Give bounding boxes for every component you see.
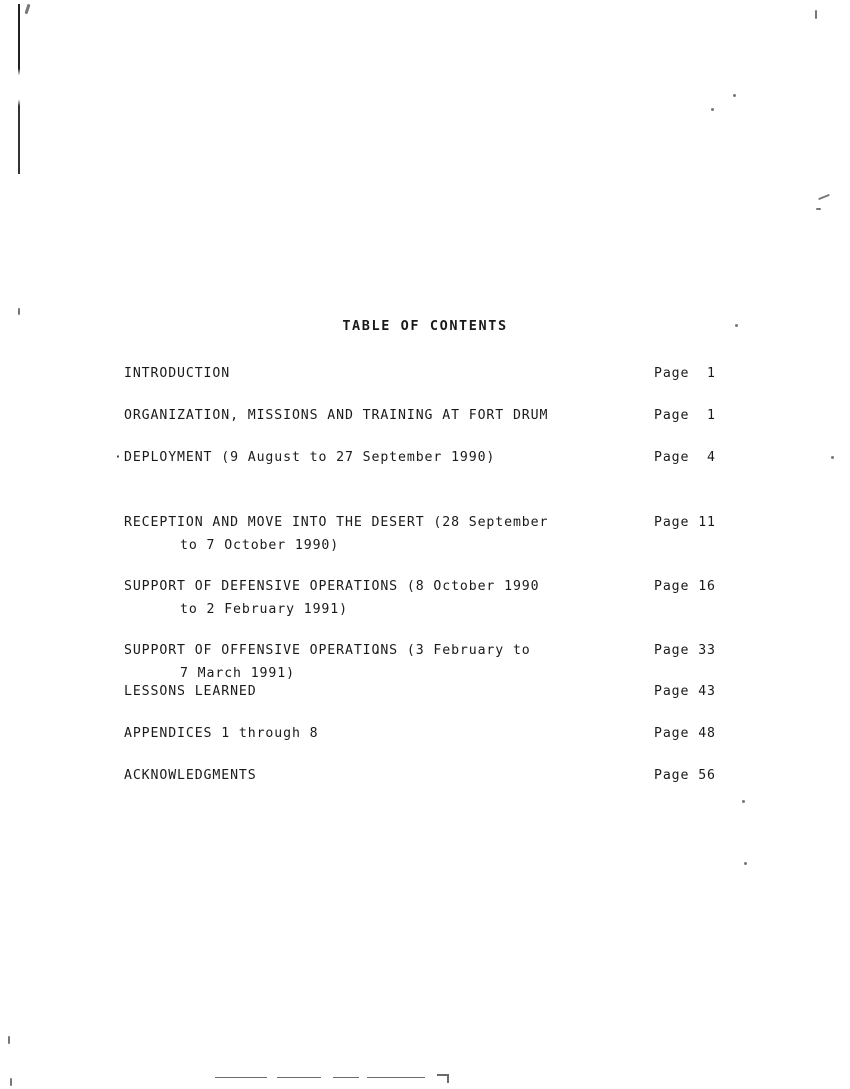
scan-speckle <box>816 208 821 210</box>
scan-speckle <box>8 1036 10 1044</box>
toc-entry-page: Page 33 <box>654 643 716 658</box>
toc-entry-line1: RECEPTION AND MOVE INTO THE DESERT (28 September <box>124 515 549 530</box>
scan-speckle <box>25 4 31 14</box>
toc-entry[interactable] <box>0 488 850 553</box>
toc-entry-page: Page 4 <box>654 450 716 465</box>
toc-entry[interactable] <box>0 362 850 396</box>
scan-speckle <box>18 308 20 315</box>
scan-speckle: · <box>114 450 122 465</box>
toc-entry-label: DEPLOYMENT (9 August to 27 September 1990) <box>124 450 496 465</box>
toc-entry[interactable] <box>0 616 850 681</box>
table-of-contents-list <box>0 362 850 806</box>
toc-entry-line2: to 7 October 1990) <box>180 538 340 553</box>
toc-entry[interactable] <box>0 552 850 617</box>
scan-speckle <box>818 194 830 200</box>
toc-entry-page: Page 1 <box>654 366 716 381</box>
scan-bottom-artifacts <box>215 1071 515 1083</box>
scan-binding-edge <box>18 4 20 174</box>
scan-speckle <box>10 1078 12 1086</box>
toc-entry[interactable] <box>0 722 850 756</box>
toc-entry-label: INTRODUCTION <box>124 366 231 381</box>
toc-entry-label: ORGANIZATION, MISSIONS AND TRAINING AT FORT DRUM <box>124 408 549 423</box>
toc-entry-line1: SUPPORT OF OFFENSIVE OPERATIONS (3 February to <box>124 643 531 658</box>
toc-entry-page: Page 56 <box>654 768 716 783</box>
scan-speckle <box>744 862 747 865</box>
toc-entry-label: APPENDICES 1 through 8 <box>124 726 319 741</box>
toc-entry-page: Page 1 <box>654 408 716 423</box>
toc-entry-line1: SUPPORT OF DEFENSIVE OPERATIONS (8 October 1990 <box>124 579 540 594</box>
toc-entry-page: Page 16 <box>654 579 716 594</box>
toc-entry-line2: 7 March 1991) <box>180 666 295 681</box>
scan-speckle <box>711 108 714 111</box>
toc-entry-line2: to 2 February 1991) <box>180 602 348 617</box>
toc-entry-label: ACKNOWLEDGMENTS <box>124 768 257 783</box>
toc-entry[interactable] <box>0 446 850 480</box>
toc-entry-label: LESSONS LEARNED <box>124 684 257 699</box>
toc-entry-page: Page 11 <box>654 515 716 530</box>
page-title: TABLE OF CONTENTS <box>342 318 508 334</box>
toc-entry[interactable] <box>0 680 850 714</box>
scan-speckle <box>733 94 736 97</box>
toc-entry[interactable] <box>0 764 850 798</box>
scan-speckle <box>815 10 817 19</box>
toc-entry-page: Page 43 <box>654 684 716 699</box>
toc-entry[interactable] <box>0 404 850 438</box>
toc-entry-page: Page 48 <box>654 726 716 741</box>
